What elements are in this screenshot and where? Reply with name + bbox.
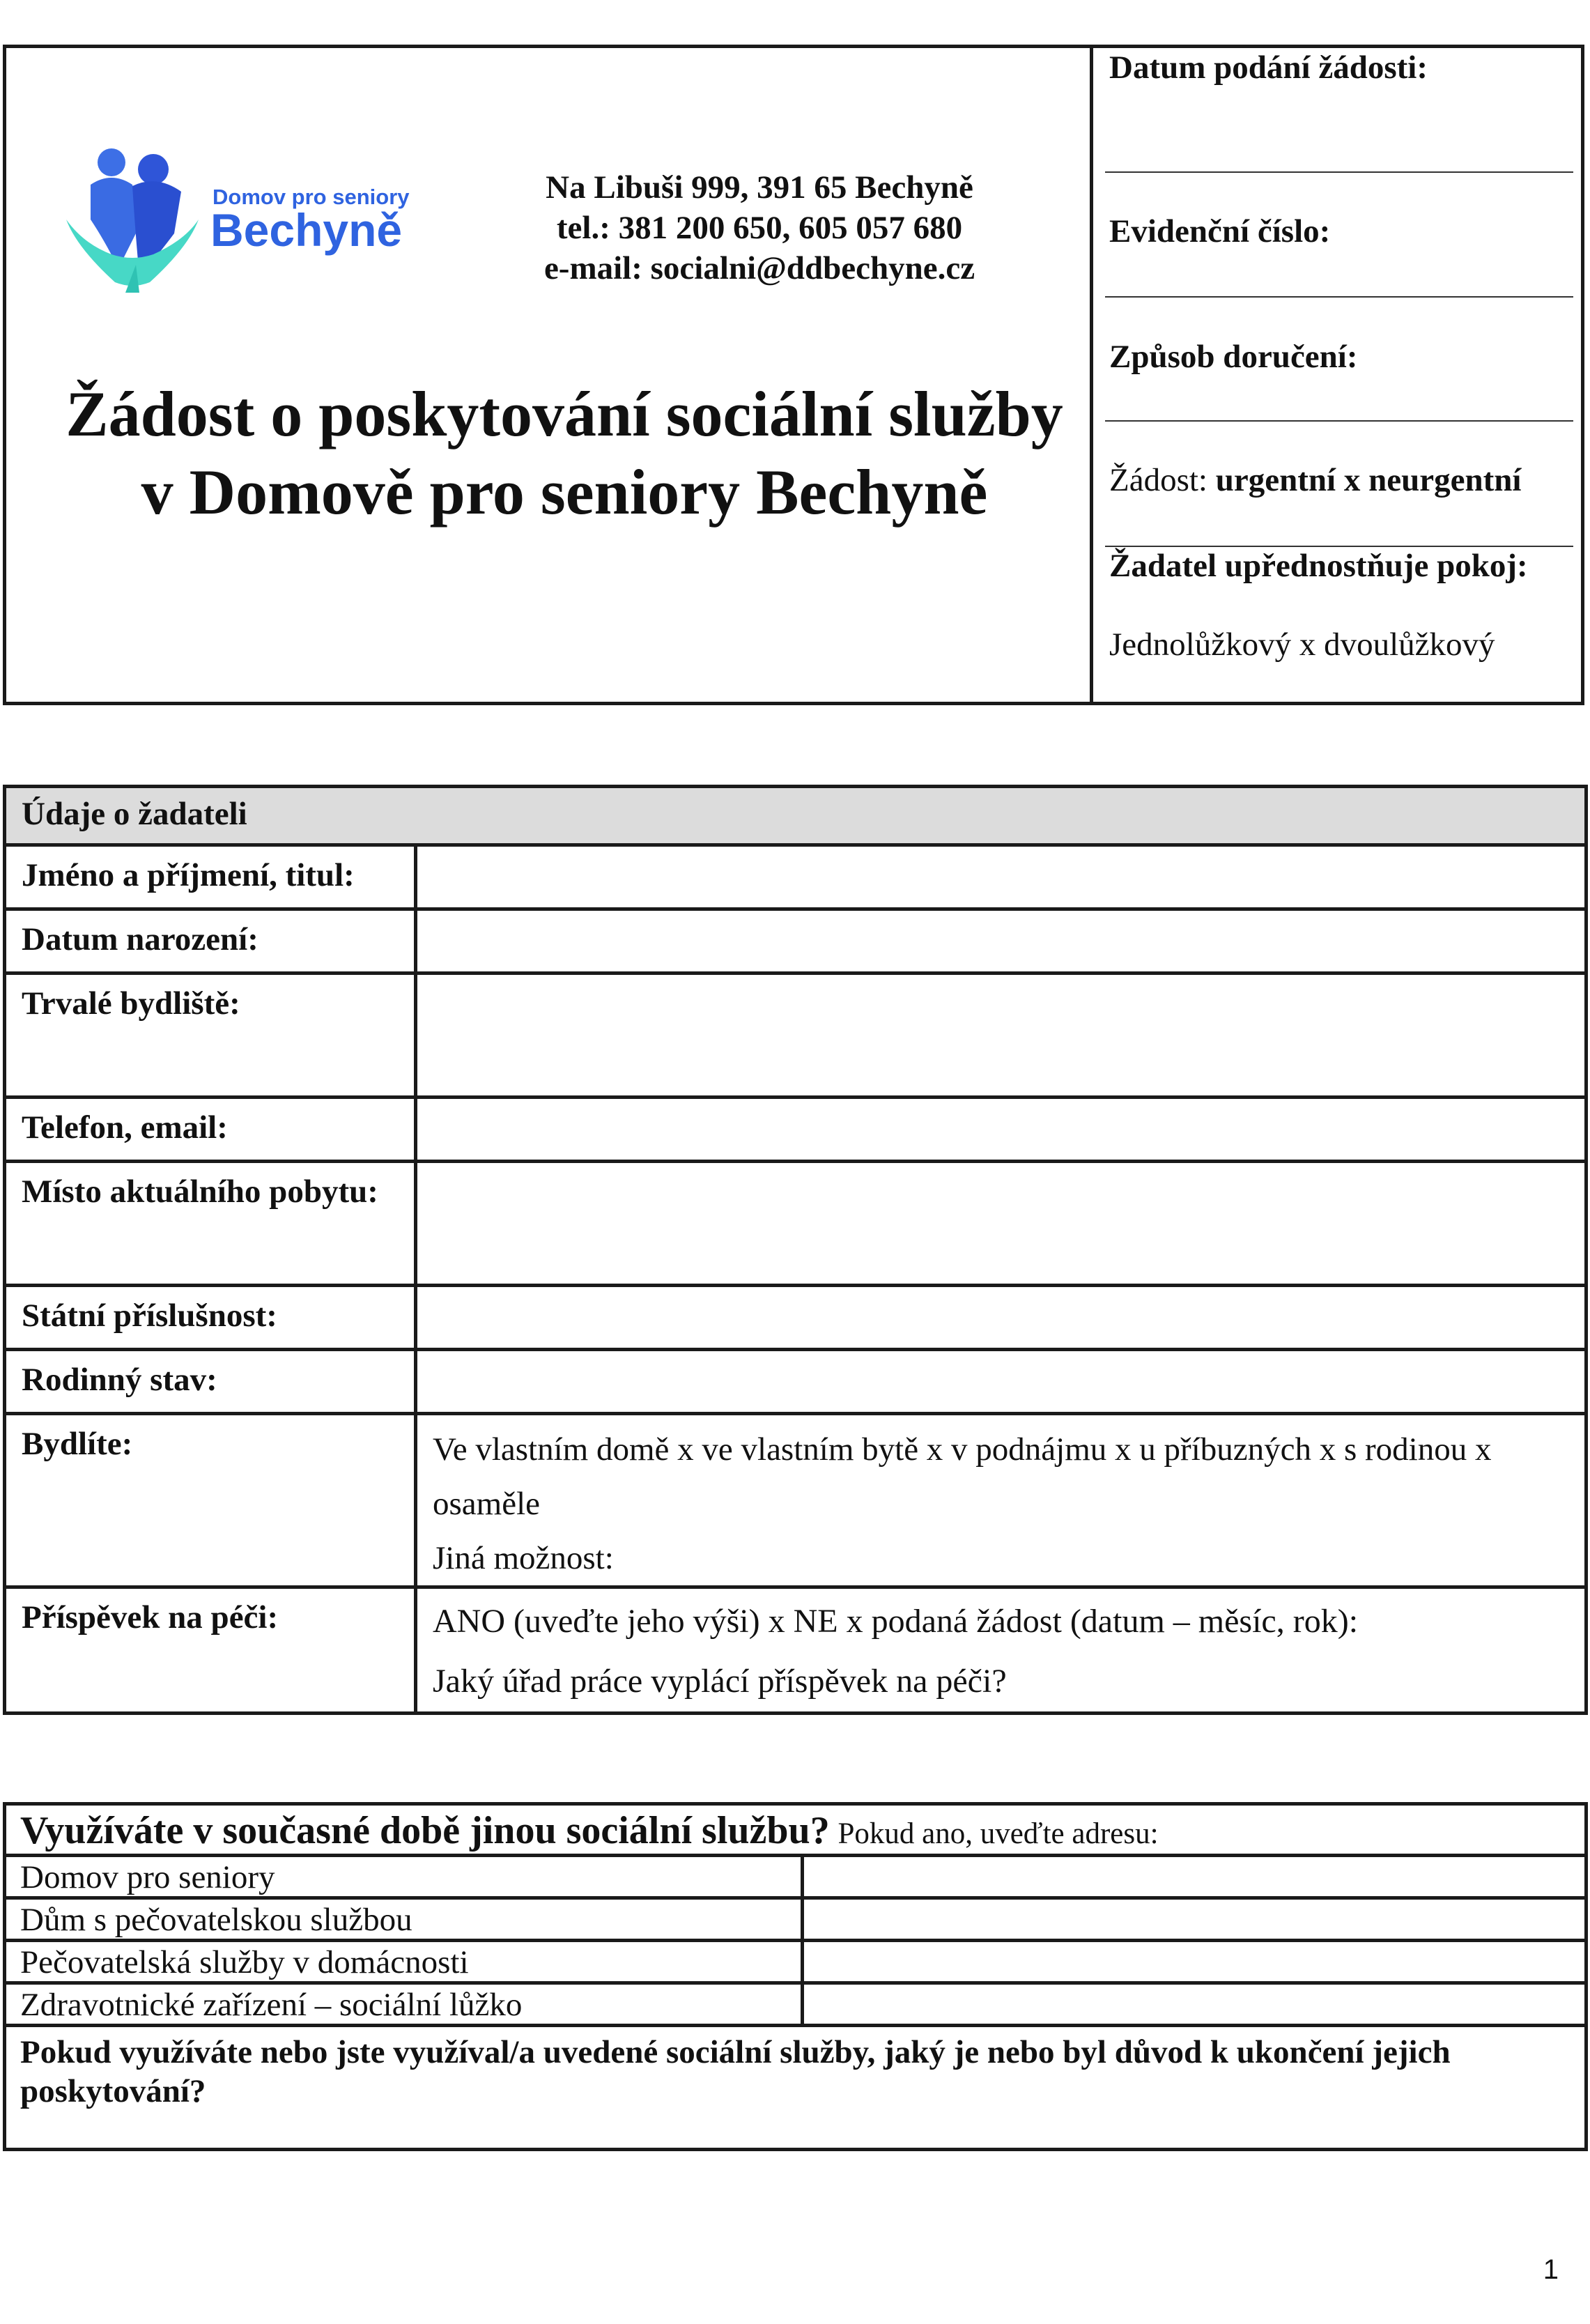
page-number: 1 — [1543, 2254, 1559, 2285]
current-residence-label: Místo aktuálního pobytu: — [5, 1162, 416, 1286]
housing-label: Bydlíte: — [5, 1414, 416, 1587]
evidence-number-label: Evidenční číslo: — [1109, 213, 1331, 249]
housing-options-line2: osaměle — [433, 1486, 540, 1522]
urgency-prefix: Žádost: — [1109, 462, 1207, 498]
current-residence-field[interactable] — [416, 1162, 1587, 1286]
housing-other-label: Jiná možnost: — [433, 1540, 614, 1576]
termination-reason-field[interactable] — [5, 2026, 1587, 2150]
services-question — [5, 1804, 1587, 1856]
room-preference-label: Žadatel upřednostňuje pokoj: — [1109, 548, 1528, 584]
date-submitted-label: Datum podání žádosti: — [1109, 49, 1428, 86]
applicant-table — [3, 785, 1588, 1715]
phone-email-label: Telefon, email: — [5, 1098, 416, 1162]
care-allowance-line1: ANO (uveďte jeho výši) x NE x podaná žádost (datum – měsíc, rok): — [433, 1603, 1359, 1640]
address-line: Na Libuši 999, 391 65 Bechyně — [546, 169, 973, 206]
applicant-section-title: Údaje o žadateli — [5, 787, 1587, 845]
service-item-care-house: Dům s pečovatelskou službou — [5, 1898, 803, 1941]
services-question-text: Využíváte v současné době jinou sociální službu? — [20, 1809, 830, 1852]
termination-reason-question: Pokud využíváte nebo jste využíval/a uvedené sociální služby, jaký je nebo byl důvod k ukončení jejich poskytování? — [20, 2034, 1451, 2109]
housing-options-line1: Ve vlastním domě x ve vlastním bytě x v podnájmu x u příbuzných x s rodinou x — [433, 1431, 1492, 1468]
urgency-options[interactable]: urgentní x neurgentní — [1215, 462, 1522, 498]
service-item-medical-facility: Zdravotnické zařízení – sociální lůžko — [5, 1983, 803, 2026]
date-submitted-field[interactable] — [1105, 171, 1573, 173]
marital-status-label: Rodinný stav: — [5, 1350, 416, 1414]
phone-line: tel.: 381 200 650, 605 057 680 — [556, 210, 963, 246]
room-preference-options[interactable]: Jednolůžkový x dvoulůžkový — [1109, 626, 1495, 663]
organization-logo — [63, 143, 425, 300]
service-item-nursing-home: Domov pro seniory — [5, 1856, 803, 1898]
permanent-address-label: Trvalé bydliště: — [5, 974, 416, 1098]
service-address-field[interactable] — [803, 1856, 1587, 1898]
permanent-address-field[interactable] — [416, 974, 1587, 1098]
care-allowance-cell[interactable] — [416, 1587, 1587, 1714]
services-question-note: Pokud ano, uveďte adresu: — [838, 1817, 1159, 1850]
care-allowance-label: Příspěvek na péči: — [5, 1587, 416, 1714]
delivery-method-field[interactable] — [1105, 420, 1573, 422]
housing-options-cell[interactable] — [416, 1414, 1587, 1587]
birth-date-field[interactable] — [416, 909, 1587, 974]
evidence-number-field[interactable] — [1105, 296, 1573, 298]
citizenship-field[interactable] — [416, 1286, 1587, 1350]
page-title — [28, 375, 1101, 531]
birth-date-label: Datum narození: — [5, 909, 416, 974]
contact-address — [488, 167, 1031, 288]
service-address-field[interactable] — [803, 1983, 1587, 2026]
service-item-home-care: Pečovatelská služby v domácnosti — [5, 1941, 803, 1983]
full-name-label: Jméno a příjmení, titul: — [5, 845, 416, 909]
phone-email-field[interactable] — [416, 1098, 1587, 1162]
logo-line2: Bechyně — [210, 204, 403, 256]
title-line2: v Domově pro seniory Bechyně — [141, 456, 988, 528]
marital-status-field[interactable] — [416, 1350, 1587, 1414]
full-name-field[interactable] — [416, 845, 1587, 909]
service-address-field[interactable] — [803, 1898, 1587, 1941]
care-allowance-line2: Jaký úřad práce vyplácí příspěvek na péči? — [433, 1663, 1007, 1700]
services-table — [3, 1802, 1588, 2151]
logo-line1: Domov pro seniory — [213, 185, 410, 209]
citizenship-label: Státní příslušnost: — [5, 1286, 416, 1350]
email-line: e-mail: socialni@ddbechyne.cz — [543, 250, 975, 286]
urgency-line — [1109, 461, 1521, 499]
title-line1: Žádost o poskytování sociální služby — [65, 378, 1063, 449]
service-address-field[interactable] — [803, 1941, 1587, 1983]
delivery-method-label: Způsob doručení: — [1109, 339, 1358, 375]
